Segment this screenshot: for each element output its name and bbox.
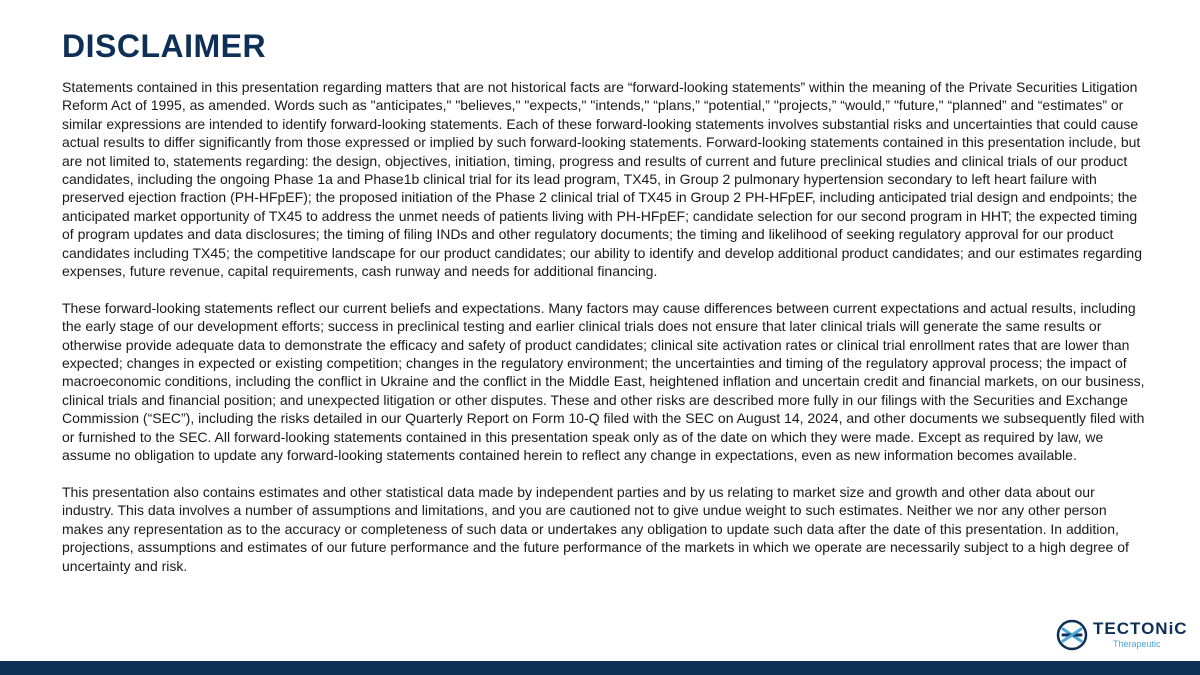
paragraph-forward-looking: Statements contained in this presentation regarding matters that are not historical facts are “forward-looking statements” within the meaning of the Private Securities Litigation Reform Act of 1995, as amended. Words such as "anticipates," "believes," "expects," "intends," “plans,” “potential,” "projects,” “would,” "future," “planned” and “estimates” or similar expressions are intended to identify forward-looking statements. Each of these forward-looking statements involves substantial risks and uncertainties that could cause actual results to differ significantly from those expressed or implied by such forward-looking statements. Forward-looking statements contained in this presentation include, but are not limited to, statements regarding: the design, objectives, initiation, timing, progress and results of current and future preclinical studies and clinical trials of our product candidates, including the ongoing Phase 1a and Phase1b clinical trial for its lead program, TX45, in Group 2 pulmonary hypertension secondary to left heart failure with preserved ejection fraction (PH-HFpEF); the proposed initiation of the Phase 2 clinical trial of TX45 in Group 2 PH-HFpEF, including anticipated trial design and endpoints; the anticipated market opportunity of TX45 to address the unmet needs of patients living with PH-HFpEF; candidate selection for our second program in HHT; the expected timing of program updates and data disclosures; the timing of filing INDs and other regulatory documents; the timing and likelihood of seeking regulatory approval for our product candidates including TX45; the competitive landscape for our product candidates; our ability to identify and develop additional product candidates; and our estimates regarding expenses, future revenue, capital requirements, cash runway and needs for additional financing. <box>62 79 1142 280</box>
disclaimer-body <box>62 78 1147 575</box>
logo-wordmark: TECTONiC <box>1093 619 1188 638</box>
page-title: DISCLAIMER <box>62 28 267 64</box>
company-logo <box>1055 616 1188 656</box>
tectonic-logo-icon <box>1055 618 1089 652</box>
logo-tagline: Therapeutic <box>1113 639 1161 649</box>
paragraph-estimates: This presentation also contains estimates and other statistical data made by independent parties and by us relating to market size and growth and other data about our industry. This data involves a number of assumptions and limitations, and you are cautioned not to give undue weight to such estimates. Neither we nor any other person makes any representation as to the accuracy or completeness of such data or undertakes any obligation to update such data after the date of this presentation. In addition, projections, assumptions and estimates of our future performance and the future performance of the markets in which we operate are necessarily subject to a high degree of uncertainty and risk. <box>62 483 1129 574</box>
paragraph-risk-factors: These forward-looking statements reflect our current beliefs and expectations. Many factors may cause differences between current expectations and actual results, including the early stage of our development efforts; success in preclinical testing and earlier clinical trials does not ensure that later clinical trials will generate the same results or otherwise provide adequate data to demonstrate the efficacy and safety of product candidates; clinical site activation rates or clinical trial enrollment rates that are lower than expected; changes in expected or existing competition; changes in the regulatory environment; the uncertainties and timing of the regulatory approval process; the impact of macroeconomic conditions, including the conflict in Ukraine and the conflict in the Middle East, heightened inflation and uncertain credit and financial markets, on our business, clinical trials and financial position; and unexpected litigation or other disputes. These and other risks are described more fully in our filings with the Securities and Exchange Commission (“SEC”), including the risks detailed in our Quarterly Report on Form 10-Q filed with the SEC on August 14, 2024, and other documents we subsequently filed with or furnished to the SEC. All forward-looking statements contained in this presentation speak only as of the date on which they were made. Except as required by law, we assume no obligation to update any forward-looking statements contained herein to reflect any change in expectations, even as new information becomes available. <box>62 299 1145 464</box>
footer-bar <box>0 661 1200 675</box>
